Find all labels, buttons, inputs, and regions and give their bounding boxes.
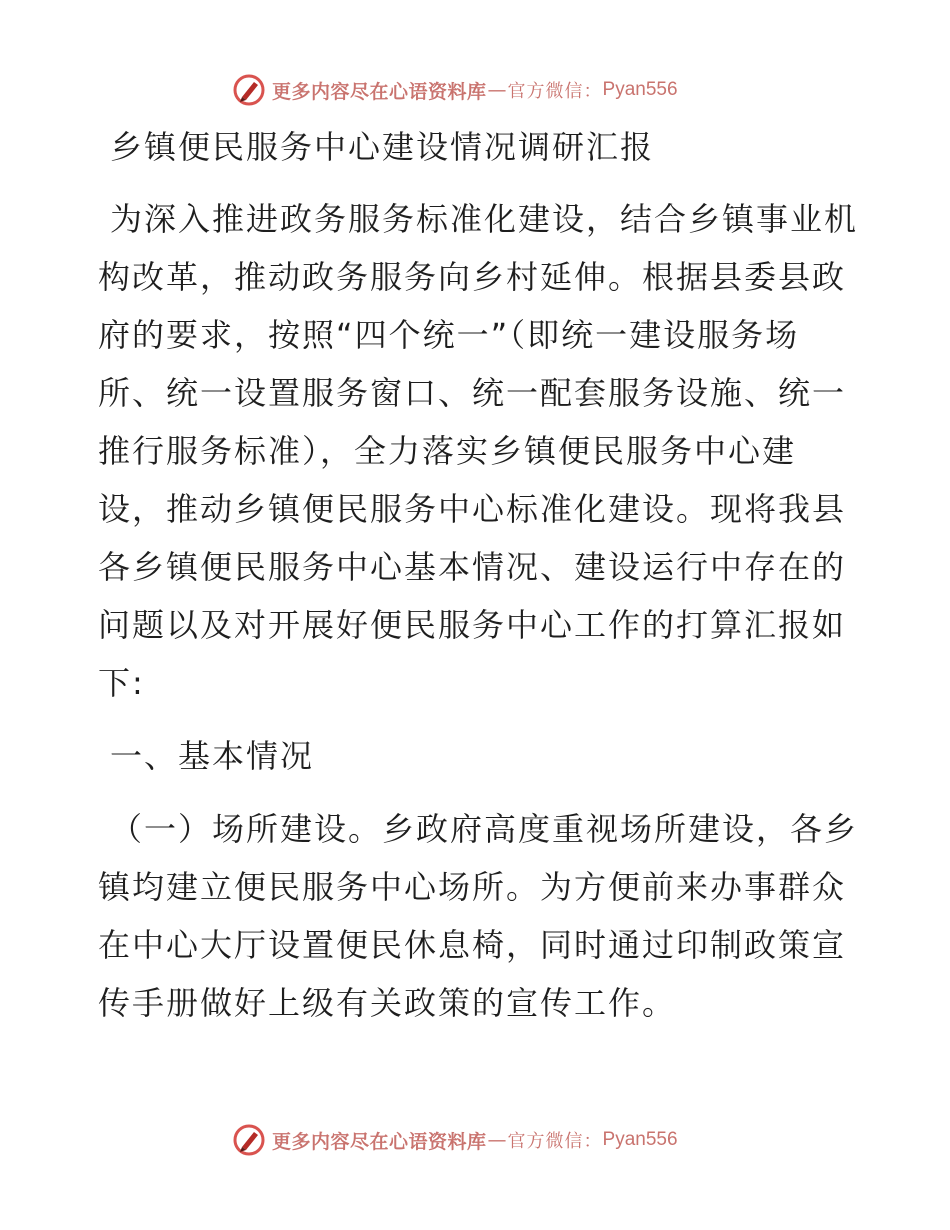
watermark-wechat-label: 官方微信：	[507, 1131, 603, 1152]
watermark-main-text: 更多内容尽在心语资料库	[272, 1130, 487, 1153]
watermark-banner-bottom	[232, 1120, 678, 1160]
intro-paragraph: 为深入推进政务服务标准化建设，结合乡镇事业机构改革，推动政务服务向乡村延伸。根据县委县政府的要求，按照“四个统一”（即统一建设服务场所、统一设置服务窗口、统一配套服务设施、统一推行服务标准），全力落实乡镇便民服务中心建设，推动乡镇便民服务中心标准化建设。现将我县各乡镇便民服务中心基本情况、建设运行中存在的问题以及对开展好便民服务中心工作的打算汇报如下:	[98, 200, 859, 702]
pen-logo-icon	[232, 73, 266, 107]
watermark-dash: —	[487, 79, 507, 101]
section-heading: 一、基本情况	[110, 737, 315, 775]
subsection-paragraph: （一）场所建设。乡政府高度重视场所建设，各乡镇均建立便民服务中心场所。为方便前来办事群众在中心大厅设置便民休息椅，同时通过印制政策宣传手册做好上级有关政策的宣传工作。	[98, 810, 859, 1022]
watermark-wechat-id: Pyan556	[602, 1129, 678, 1150]
document-title: 乡镇便民服务中心建设情况调研汇报	[110, 128, 655, 166]
watermark-dash: —	[487, 1129, 507, 1151]
document-body	[98, 118, 858, 1047]
watermark-banner-top	[232, 70, 678, 110]
watermark-wechat-label: 官方微信：	[507, 81, 603, 102]
watermark-wechat-id: Pyan556	[602, 79, 678, 100]
pen-logo-icon	[232, 1123, 266, 1157]
watermark-main-text: 更多内容尽在心语资料库	[272, 80, 487, 103]
